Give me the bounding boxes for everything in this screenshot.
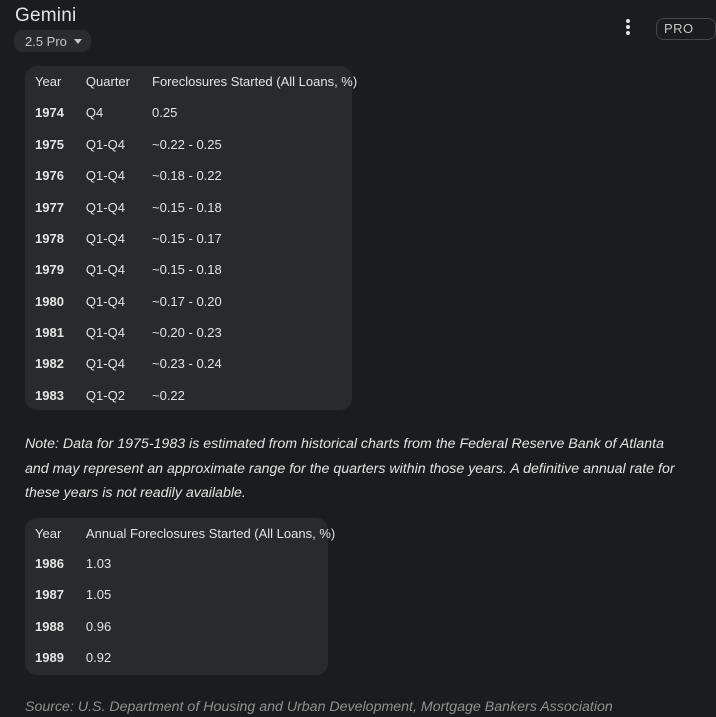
table-row bbox=[25, 611, 347, 642]
table-row bbox=[25, 348, 369, 379]
year-cell: 1980 bbox=[35, 293, 64, 309]
table-row bbox=[25, 223, 369, 254]
column-header: Quarter bbox=[85, 73, 130, 89]
table-cell: 1.05 bbox=[85, 587, 112, 603]
year-cell: 1988 bbox=[35, 618, 64, 634]
table-cell: ~0.15 - 0.18 bbox=[152, 262, 222, 278]
table-row bbox=[25, 548, 347, 579]
year-cell: 1975 bbox=[35, 137, 64, 153]
year-cell: 1976 bbox=[35, 168, 64, 184]
table-row bbox=[25, 254, 369, 285]
column-header: Year bbox=[35, 73, 62, 89]
table-row bbox=[25, 642, 347, 673]
column-header: Foreclosures Started (All Loans, %) bbox=[152, 73, 358, 89]
table-row bbox=[25, 285, 369, 316]
year-cell: 1981 bbox=[35, 324, 64, 340]
table-row bbox=[25, 317, 369, 348]
model-label: 2.5 Pro bbox=[25, 33, 67, 49]
table-cell: Q1-Q4 bbox=[85, 324, 125, 340]
year-cell: 1978 bbox=[35, 231, 64, 247]
table-cell: ~0.18 - 0.22 bbox=[152, 168, 222, 184]
table-header-row bbox=[25, 66, 369, 96]
table-cell: ~0.22 - 0.25 bbox=[152, 137, 222, 153]
table-cell: Q4 bbox=[85, 105, 104, 120]
foreclosures-annual-table bbox=[25, 518, 336, 675]
table-row bbox=[25, 160, 369, 191]
column-header: Annual Foreclosures Started (All Loans, %) bbox=[85, 525, 336, 541]
table-cell: ~0.17 - 0.20 bbox=[152, 293, 222, 309]
table-cell: ~0.15 - 0.18 bbox=[152, 199, 222, 215]
table-cell: 0.96 bbox=[85, 618, 112, 634]
note-text: Note: Data for 1975-1983 is estimated from historical charts from the Federal Reserve Bank of Atlanta and may represent an approximate range for the quarters within those years. A definitive annual rate for these years is not readily available. bbox=[25, 436, 675, 501]
model-selector-button[interactable] bbox=[14, 30, 91, 52]
table-row bbox=[25, 129, 369, 160]
app-title: Gemini bbox=[15, 5, 77, 26]
table-cell: ~0.20 - 0.23 bbox=[152, 324, 222, 340]
table-cell: Q1-Q4 bbox=[85, 293, 125, 309]
source-text: Source: U.S. Department of Housing and Urban Development, Mortgage Bankers Association bbox=[25, 699, 613, 715]
year-cell: 1983 bbox=[35, 387, 64, 403]
table-cell: Q1-Q4 bbox=[85, 168, 125, 184]
year-cell: 1982 bbox=[35, 356, 64, 372]
table-row bbox=[25, 579, 347, 610]
foreclosures-quarterly-table bbox=[25, 66, 358, 410]
table-header-row bbox=[25, 518, 347, 548]
table-cell: ~0.22 bbox=[152, 387, 185, 403]
caret-down-icon bbox=[74, 39, 82, 44]
table-row bbox=[25, 96, 369, 129]
year-cell: 1977 bbox=[35, 199, 64, 215]
table-cell: 0.92 bbox=[85, 650, 112, 666]
table-cell: 1.03 bbox=[85, 556, 112, 572]
table-cell: 0.25 bbox=[152, 105, 178, 120]
table-cell: Q1-Q2 bbox=[85, 387, 125, 403]
table-cell: ~0.23 - 0.24 bbox=[152, 356, 222, 372]
column-header: Year bbox=[35, 525, 62, 541]
table-row bbox=[25, 379, 369, 410]
table-row bbox=[25, 192, 369, 223]
more-options-icon[interactable] bbox=[619, 17, 637, 37]
year-cell: 1979 bbox=[35, 262, 64, 278]
table-cell: Q1-Q4 bbox=[85, 199, 125, 215]
table-cell: Q1-Q4 bbox=[85, 356, 125, 372]
year-cell: 1989 bbox=[35, 650, 64, 666]
table-cell: Q1-Q4 bbox=[85, 231, 125, 247]
year-cell: 1987 bbox=[35, 587, 64, 603]
year-cell: 1986 bbox=[35, 556, 64, 572]
pro-badge[interactable]: PRO bbox=[656, 18, 716, 40]
table-cell: Q1-Q4 bbox=[85, 262, 125, 278]
table-cell: ~0.15 - 0.17 bbox=[152, 231, 222, 247]
table-cell: Q1-Q4 bbox=[85, 137, 125, 153]
year-cell: 1974 bbox=[35, 105, 64, 120]
